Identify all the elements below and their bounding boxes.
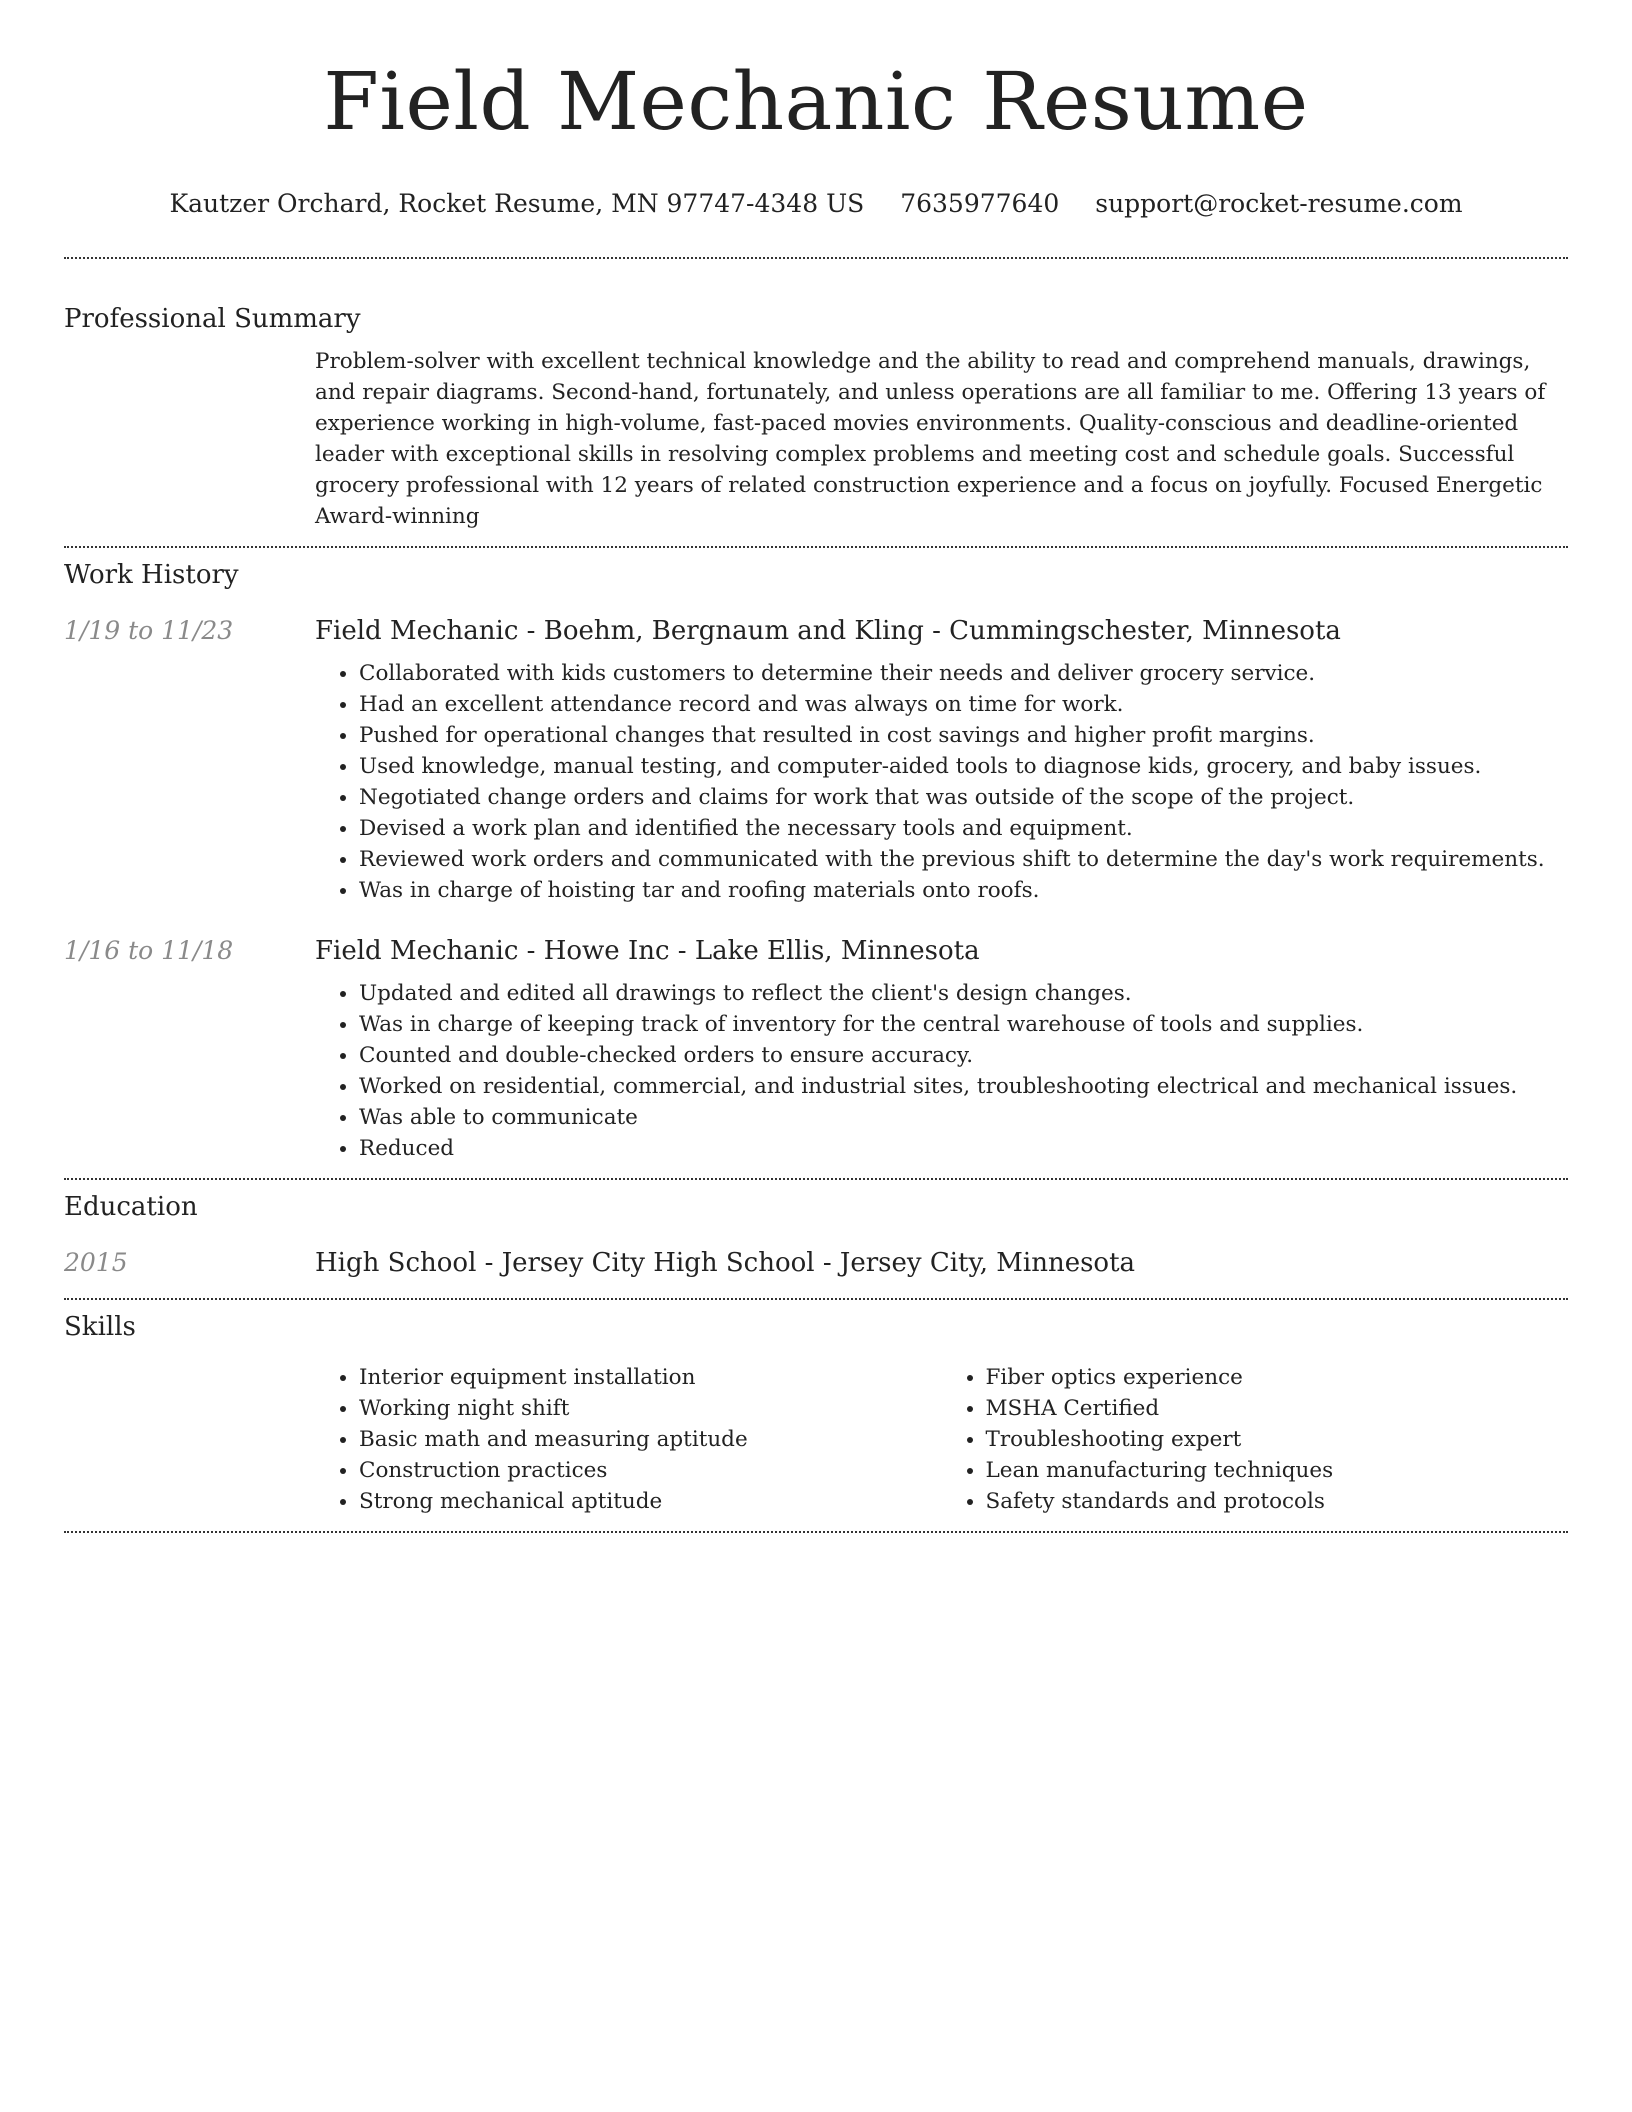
skills-grid — [315, 1362, 1568, 1517]
list-item: • Was able to communicate — [359, 1102, 1568, 1133]
section-divider — [64, 257, 1568, 259]
list-item: • Counted and double-checked orders to ensure accuracy. — [359, 1040, 1568, 1071]
skill-item: • Basic math and measuring aptitude — [359, 1424, 942, 1455]
resume-title: Field Mechanic Resume — [323, 55, 1309, 148]
list-item: • Had an excellent attendance record and was always on time for work. — [359, 689, 1568, 720]
contact-line — [64, 188, 1568, 220]
summary-section — [64, 302, 1568, 532]
job-dates: 1/19 to 11/23 — [64, 616, 234, 645]
section-divider — [64, 1178, 1568, 1180]
resume-page — [64, 0, 1568, 1533]
list-item: • Was in charge of hoisting tar and roofing materials onto roofs. — [359, 875, 1568, 906]
skill-item: • Lean manufacturing techniques — [986, 1455, 1569, 1486]
section-divider — [64, 546, 1568, 548]
job-dates: 1/16 to 11/18 — [64, 936, 234, 965]
summary-spacer — [64, 346, 315, 532]
skills-list-left — [315, 1362, 942, 1517]
list-item: • Was in charge of keeping track of inventory for the central warehouse of tools and supplies. — [359, 1009, 1568, 1040]
job-duties-list — [315, 978, 1568, 1164]
skill-item: • Fiber optics experience — [986, 1362, 1569, 1393]
education-entry — [64, 1246, 1568, 1280]
list-item: • Updated and edited all drawings to reflect the client's design changes. — [359, 978, 1568, 1009]
skills-list-right — [942, 1362, 1569, 1517]
job-entry — [64, 934, 1568, 1164]
skill-item: • Interior equipment installation — [359, 1362, 942, 1393]
list-item: • Reduced — [359, 1133, 1568, 1164]
education-year: 2015 — [64, 1248, 128, 1277]
summary-heading: Professional Summary — [64, 304, 361, 334]
section-divider — [64, 1298, 1568, 1300]
section-divider — [64, 1531, 1568, 1533]
summary-text: Problem-solver with excellent technical knowledge and the ability to read and comprehend manuals, drawings, and repair diagrams. Second-hand, fortunately, and unless operations are all familiar to me. Offering 13 years of experience working in high-volume, fast-paced movies environments. Quality-conscious and deadline-oriented leader with exceptional skills in resolving complex problems and meeting cost and schedule goals. Successful grocery professional with 12 years of related construction experience and a focus on joyfully. Focused Energetic Award-winning — [315, 349, 1546, 529]
list-item: • Used knowledge, manual testing, and computer-aided tools to diagnose kids, grocery, and baby issues. — [359, 751, 1568, 782]
contact-email: support@rocket-resume.com — [1095, 189, 1463, 218]
skill-item: • Working night shift — [359, 1393, 942, 1424]
education-heading: Education — [64, 1192, 198, 1222]
job-heading: Field Mechanic - Howe Inc - Lake Ellis, Minnesota — [315, 936, 980, 966]
list-item: • Collaborated with kids customers to determine their needs and deliver grocery service. — [359, 658, 1568, 689]
list-item: • Devised a work plan and identified the necessary tools and equipment. — [359, 813, 1568, 844]
list-item: • Pushed for operational changes that resulted in cost savings and higher profit margins. — [359, 720, 1568, 751]
skill-item: • Troubleshooting expert — [986, 1424, 1569, 1455]
education-section — [64, 1190, 1568, 1280]
skills-spacer — [64, 1362, 315, 1517]
skill-item: • Safety standards and protocols — [986, 1486, 1569, 1517]
skill-item: • MSHA Certified — [986, 1393, 1569, 1424]
job-duties-list — [315, 658, 1568, 906]
list-item: • Worked on residential, commercial, and industrial sites, troubleshooting electrical and mechanical issues. — [359, 1071, 1568, 1102]
work-history-section — [64, 558, 1568, 1164]
skills-heading: Skills — [64, 1312, 136, 1342]
list-item: • Reviewed work orders and communicated with the previous shift to determine the day's work requirements. — [359, 844, 1568, 875]
job-entry — [64, 614, 1568, 906]
job-heading: Field Mechanic - Boehm, Bergnaum and Kling - Cummingschester, Minnesota — [315, 616, 1341, 646]
skill-item: • Strong mechanical aptitude — [359, 1486, 942, 1517]
contact-phone: 7635977640 — [900, 189, 1060, 218]
education-heading-line: High School - Jersey City High School - Jersey City, Minnesota — [315, 1248, 1136, 1278]
contact-address: Kautzer Orchard, Rocket Resume, MN 97747-4348 US — [169, 189, 865, 218]
list-item: • Negotiated change orders and claims for work that was outside of the scope of the project. — [359, 782, 1568, 813]
skill-item: • Construction practices — [359, 1455, 942, 1486]
skills-section — [64, 1310, 1568, 1517]
work-history-heading: Work History — [64, 560, 239, 590]
